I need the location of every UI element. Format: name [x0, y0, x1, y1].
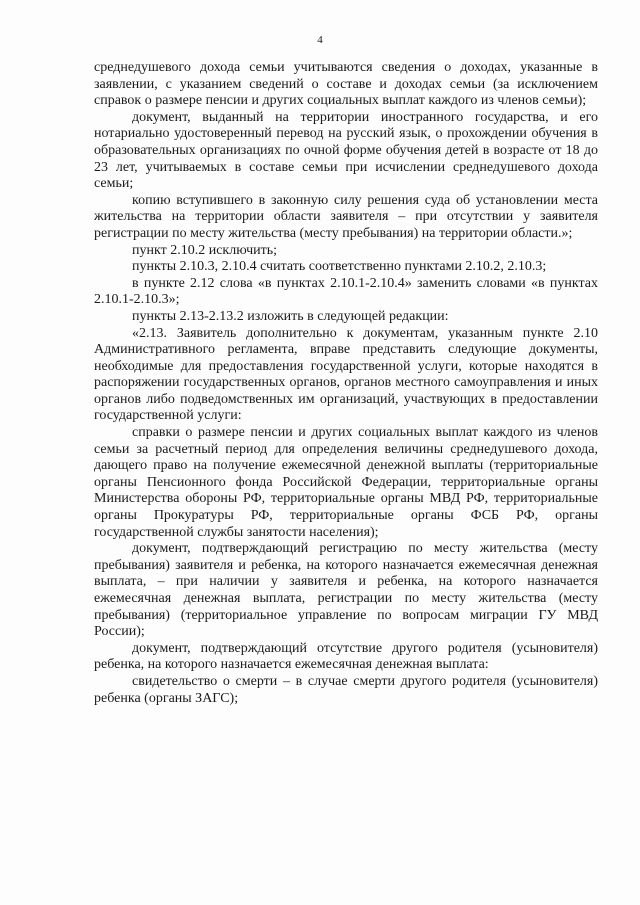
- paragraph: пункты 2.13-2.13.2 изложить в следующей редакции:: [132, 308, 449, 324]
- paragraph: справки о размере пенсии и других социальных выплат каждого из членов семьи за расчетный период для определения величины среднедушевого дохода, дающего право на получение ежемесячной денежной выплаты (территориальные органы Пенсионного фонда Российской Федерации, территориальные органы Министерства обороны РФ, территориальные органы МВД РФ, территориальные органы Прокуратуры РФ, территориальные органы ФСБ РФ, органы государственной службы занятости населения);: [94, 425, 598, 540]
- paragraph: документ, выданный на территории иностранного государства, и его нотариально удостоверенный перевод на русский язык, о прохождении обучения в образовательных организациях по очной форме обучения детей в возрасте от 18 до 23 лет, учитываемых в составе семьи при исчислении среднедушевого дохода семьи;: [94, 109, 598, 192]
- paragraph: документ, подтверждающий регистрацию по месту жительства (месту пребывания) заявителя и ребенка, на которого назначается ежемесячная денежная выплата, – при наличии у заявителя и ребенка, на которого назначается ежемесячная денежная выплата, регистрации по месту жительства (месту пребывания) (территориальное управление по вопросам миграции ГУ МВД России);: [94, 541, 598, 640]
- paragraph: среднедушевого дохода семьи учитываются сведения о доходах, указанные в заявлении, с указанием сведений о составе и доходах семьи (за исключением справок о размере пенсии и других социальных выплат каждого из членов семьи);: [94, 60, 598, 109]
- paragraph: свидетельство о смерти – в случае смерти другого родителя (усыновителя) ребенка (органы ЗАГС);: [94, 673, 598, 706]
- paragraph: пункт 2.10.2 исключить;: [132, 242, 278, 258]
- page-number: 4: [317, 34, 323, 46]
- paragraph: «2.13. Заявитель дополнительно к документам, указанным пункте 2.10 Административного регламента, вправе представить следующие документы, необходимые для предоставления государственной услуги, которые находятся в распоряжении государственных органов, органов местного самоуправления и иных органов либо подведомственных им организаций, участвующих в предоставлении государственной услуги:: [94, 325, 598, 424]
- document-body: [94, 60, 598, 707]
- paragraph: пункты 2.10.3, 2.10.4 считать соответственно пунктами 2.10.2, 2.10.3;: [132, 259, 547, 275]
- paragraph: копию вступившего в законную силу решения суда об установлении места жительства на территории области заявителя – при отсутствии у заявителя регистрации по месту жительства (месту пребывания) на территории области.»;: [94, 192, 598, 241]
- paragraph: в пункте 2.12 слова «в пунктах 2.10.1-2.10.4» заменить словами «в пунктах 2.10.1-2.10.3»;: [94, 275, 598, 308]
- paragraph: документ, подтверждающий отсутствие другого родителя (усыновителя) ребенка, на которого назначается ежемесячная денежная выплата:: [94, 640, 598, 673]
